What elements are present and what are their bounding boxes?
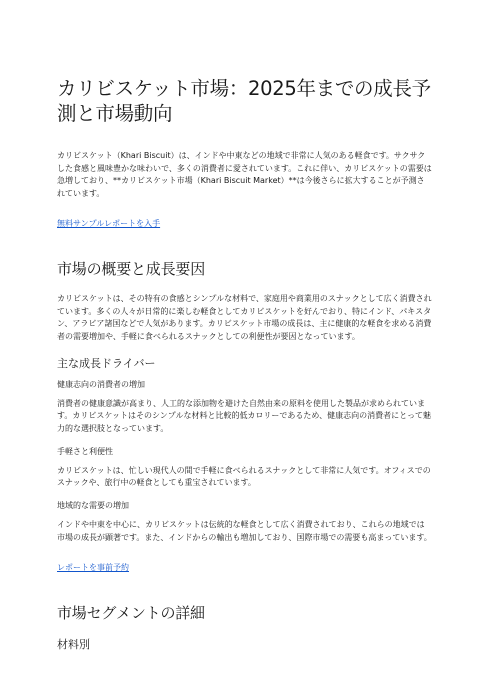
driver-title: 健康志向の消費者の増加 [57, 379, 145, 389]
drivers-heading: 主な成長ドライバー [57, 356, 156, 370]
driver-paragraph: カリビスケットは、忙しい現代人の間で手軽に食べられるスナックとして非常に人気です。オフィスでのスナックや、旅行中の軽食としても重宝されています。 [57, 465, 431, 488]
page-title: カリビスケット市場：2025年までの成長予測と市場動向 [57, 77, 431, 125]
free-sample-link[interactable]: 無料サンプルレポートを入手 [57, 218, 161, 228]
segments-heading: 市場セグメントの詳細 [57, 603, 205, 622]
intro-paragraph: カリビスケット（Khari Biscuit）は、インドや中東などの地域で非常に人気のある軽食です。サクサクした食感と風味豊かな味わいで、多くの消費者に愛されています。これに伴い、カリビスケットの需要は急増しており、**カリビスケット市場（Khari Biscuit Market）**は今後さらに拡大することが予測されています。 [57, 151, 432, 199]
overview-paragraph: カリビスケットは、その特有の食感とシンプルな材料で、家庭用や商業用のスナックとして広く消費されています。多くの人々が日常的に楽しむ軽食としてカリビスケットを好んでおり、特にインド、パキスタン、アラビア諸国などで人気があります。カリビスケット市場の成長は、主に健康的な軽食を求める消費者の需要増加や、手軽に食べられるスナックとしての利便性が要因となっています。 [57, 293, 432, 341]
driver-title: 地域的な需要の増加 [57, 501, 129, 511]
driver-title: 手軽さと利便性 [57, 446, 113, 456]
driver-paragraph: インドや中東を中心に、カリビスケットは伝統的な軽食として広く消費されており、これらの地域では市場の成長が顕著です。また、インドからの輸出も増加しており、国際市場での需要も高まっています。 [57, 520, 432, 542]
preorder-report-link[interactable]: レポートを事前予約 [57, 562, 129, 572]
overview-heading: 市場の概要と成長要因 [57, 259, 206, 278]
segments-subheading: 材料別 [57, 637, 90, 651]
driver-paragraph: 消費者の健康意識が高まり、人工的な添加物を避けた自然由来の原料を使用した製品が求められています。カリビスケットはそのシンプルな材料と比較的低カロリーであるため、健康志向の消費者にとって魅力的な選択肢となっています。 [57, 398, 431, 434]
